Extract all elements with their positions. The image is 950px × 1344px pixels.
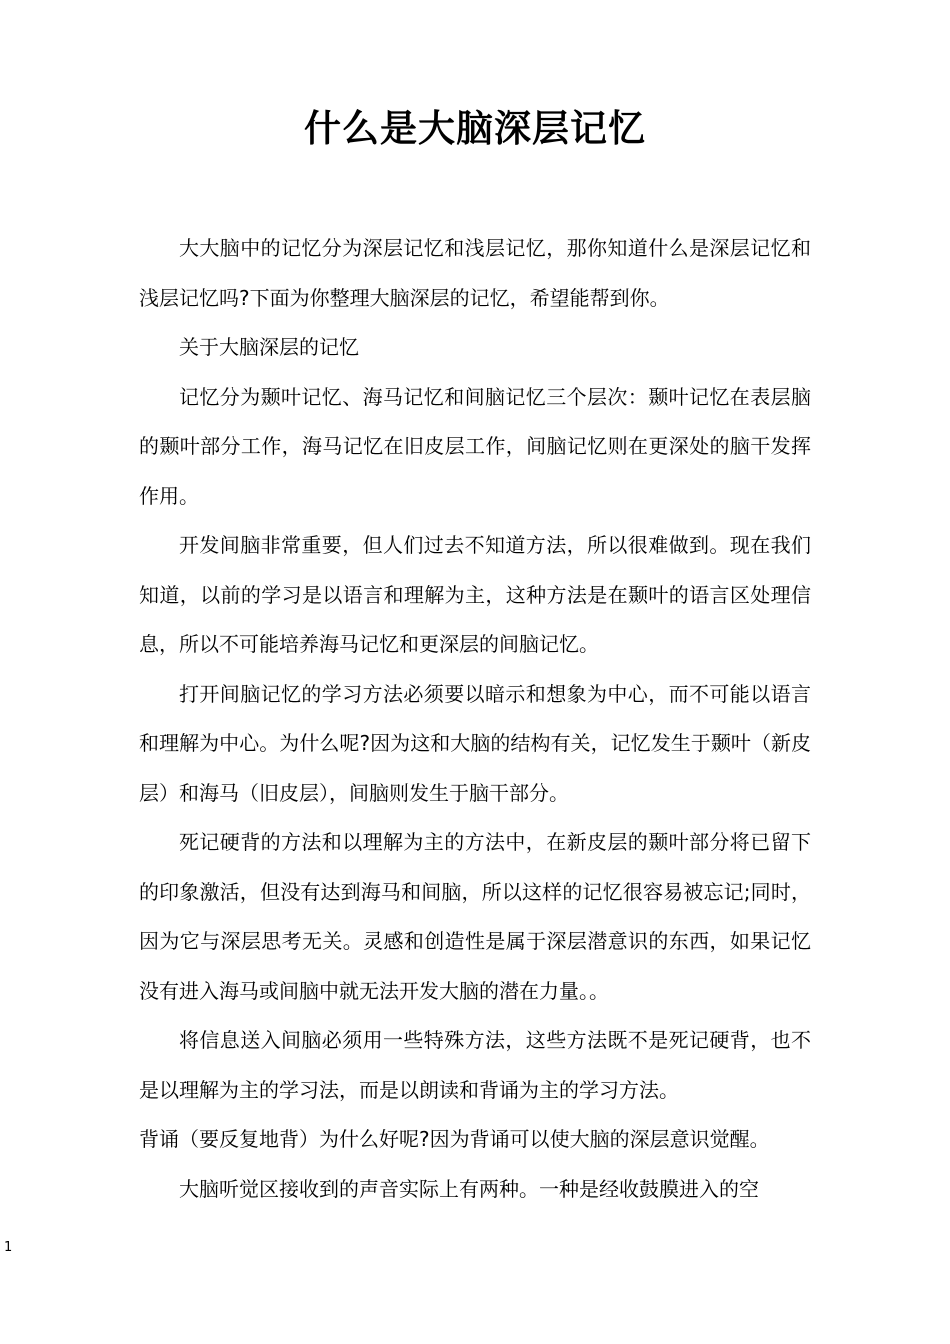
paragraph-special-method: 将信息送入间脑必须用一些特殊方法，这些方法既不是死记硬背，也不是以理解为主的学习法，而是以朗读和背诵为主的学习方法。 bbox=[139, 1028, 811, 1102]
paragraph-memory-levels: 记忆分为颞叶记忆、海马记忆和间脑记忆三个层次：颞叶记忆在表层脑的颞叶部分工作，海马记忆在旧皮层工作，间脑记忆则在更深处的脑干发挥作用。 bbox=[139, 384, 811, 508]
paragraph-develop-diencephalon: 开发间脑非常重要，但人们过去不知道方法，所以很难做到。现在我们知道，以前的学习是以语言和理解为主，这种方法是在颞叶的语言区处理信息，所以不可能培养海马记忆和更深层的间脑记忆。 bbox=[139, 533, 811, 656]
document-title: 什么是大脑深层记忆 bbox=[304, 107, 646, 150]
document-body bbox=[139, 224, 811, 1214]
paragraph-auditory: 大脑听觉区接收到的声音实际上有两种。一种是经收鼓膜进入的空 bbox=[179, 1176, 759, 1201]
paragraph-learning-method: 打开间脑记忆的学习方法必须要以暗示和想象为中心，而不可能以语言和理解为中心。为什么呢?因为这和大脑的结构有关，记忆发生于颞叶（新皮层）和海马（旧皮层），间脑则发生于脑干部分。 bbox=[139, 681, 811, 805]
paragraph-subheading: 关于大脑深层的记忆 bbox=[179, 335, 359, 359]
paragraph-recitation: 背诵（要反复地背）为什么好呢?因为背诵可以使大脑的深层意识觉醒。 bbox=[139, 1127, 770, 1151]
page-number: 1 bbox=[4, 1240, 13, 1255]
paragraph-rote-memory: 死记硬背的方法和以理解为主的方法中，在新皮层的颞叶部分将已留下的印象激活，但没有达到海马和间脑，所以这样的记忆很容易被忘记;同时，因为它与深层思考无关。灵感和创造性是属于深层潜意识的东西，如果记忆没有进入海马或间脑中就无法开发大脑的潜在力量。。 bbox=[139, 830, 811, 1003]
paragraph-intro: 大大脑中的记忆分为深层记忆和浅层记忆，那你知道什么是深层记忆和浅层记忆吗?下面为你整理大脑深层的记忆，希望能帮到你。 bbox=[139, 236, 811, 310]
